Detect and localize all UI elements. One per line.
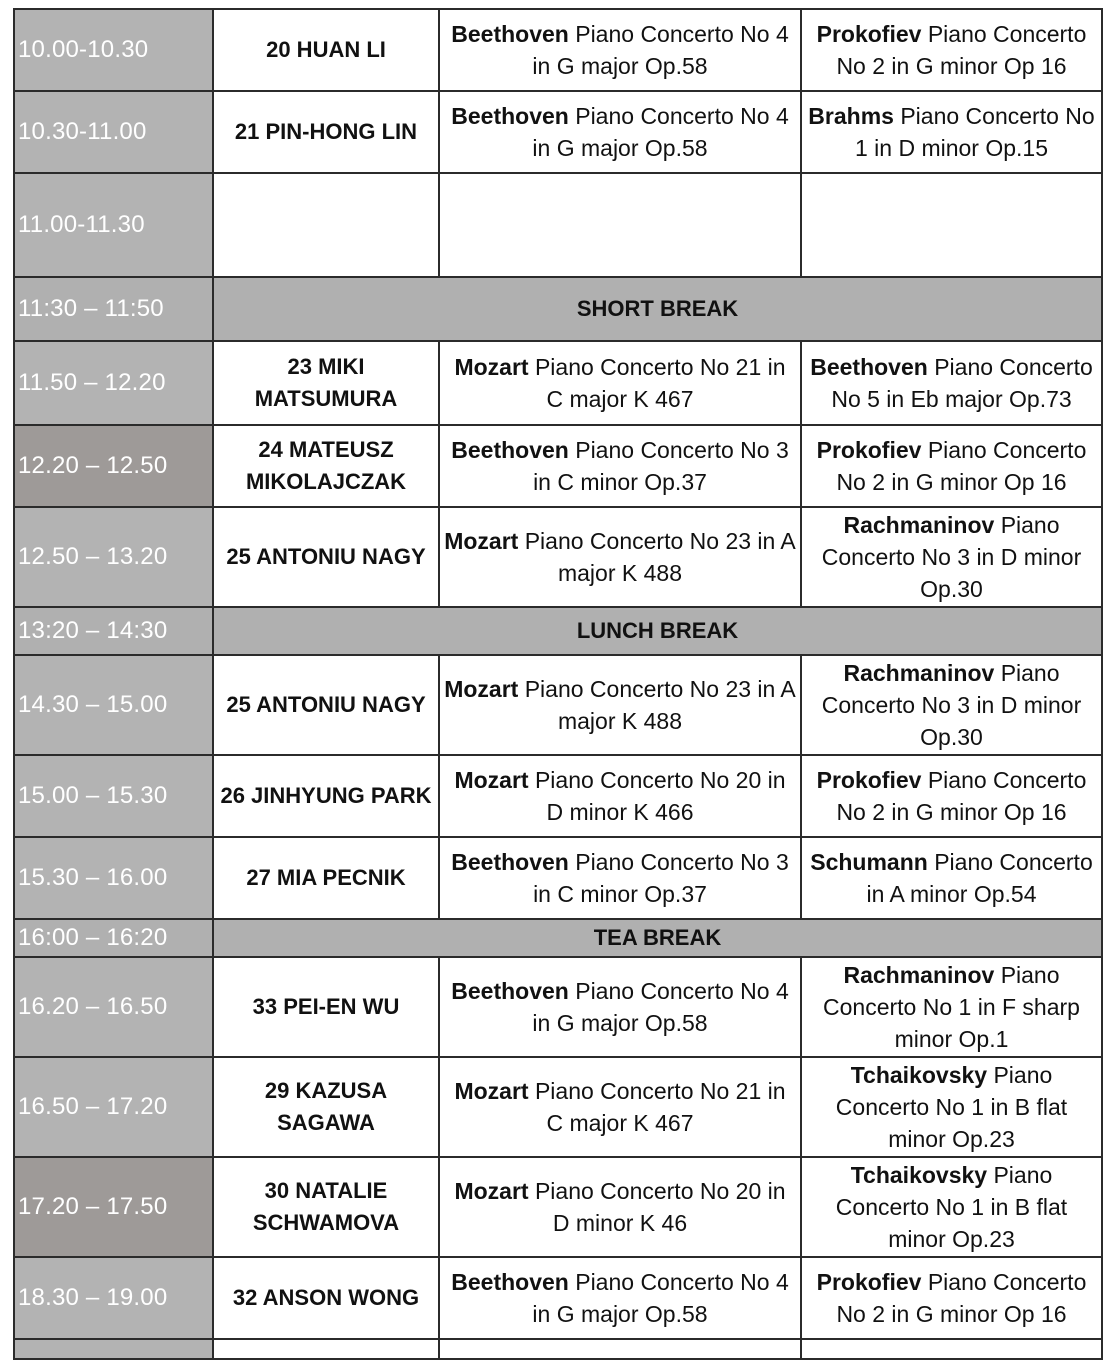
break-row-tea [13, 920, 1103, 958]
composer-name: Prokofiev [816, 1269, 922, 1295]
concerto-1-cell [440, 756, 802, 838]
concerto-1-cell [440, 656, 802, 756]
composer-name: Mozart [454, 767, 529, 793]
composer-name: Mozart [454, 1078, 529, 1104]
work-title: Piano Concerto No 5 in Eb major Op.73 [831, 354, 1093, 412]
schedule-row [13, 8, 1103, 92]
performer-cell: 30 NATALIE SCHWAMOVA [214, 1158, 440, 1258]
performer-cell: 24 MATEUSZ MIKOLAJCZAK [214, 426, 440, 508]
concerto-2-cell [802, 838, 1103, 920]
performer-cell: 26 JINHYUNG PARK [214, 756, 440, 838]
concerto-1-cell [440, 958, 802, 1058]
time-cell: 16.50 – 17.20 [13, 1058, 214, 1158]
schedule-row [13, 342, 1103, 426]
schedule-row [13, 1158, 1103, 1258]
concerto-2-cell [802, 756, 1103, 838]
schedule-row [13, 1058, 1103, 1158]
work-title: Piano Concerto No 23 in A major K 488 [524, 528, 796, 586]
schedule-row [13, 958, 1103, 1058]
composer-name: Mozart [444, 676, 519, 702]
time-cell: 15.00 – 15.30 [13, 756, 214, 838]
break-row-lunch [13, 608, 1103, 656]
concerto-1-cell [440, 1158, 802, 1258]
concerto-2-cell [802, 1158, 1103, 1258]
schedule-table [13, 8, 1103, 1358]
concerto-1-cell [440, 838, 802, 920]
break-time: 11:30 – 11:50 [13, 278, 214, 342]
concerto-2-cell [802, 92, 1103, 174]
concerto-2-cell [802, 508, 1103, 608]
break-time: 13:20 – 14:30 [13, 608, 214, 656]
work-title: Piano Concerto No 2 in G minor Op 16 [836, 437, 1087, 495]
composer-name: Tchaikovsky [850, 1062, 988, 1088]
break-label: TEA BREAK [214, 920, 1103, 958]
work-title: Piano Concerto No 4 in G major Op.58 [532, 103, 789, 161]
concerto-1-cell [440, 1258, 802, 1340]
concerto-2-cell [802, 1058, 1103, 1158]
work-title: Piano Concerto No 4 in G major Op.58 [532, 1269, 789, 1327]
concerto-1-cell [440, 174, 802, 278]
concerto-2-cell [802, 342, 1103, 426]
schedule-row [13, 1258, 1103, 1340]
schedule-row [13, 92, 1103, 174]
work-title: Piano Concerto No 1 in B flat minor Op.23 [835, 1162, 1068, 1252]
composer-name: Rachmaninov [843, 512, 995, 538]
work-title: Piano Concerto No 21 in C major K 467 [534, 1078, 786, 1136]
time-cell: 17.20 – 17.50 [13, 1158, 214, 1258]
work-title: Piano Concerto No 2 in G minor Op 16 [836, 1269, 1087, 1327]
performer-cell: 20 HUAN LI [214, 10, 440, 92]
concerto-2-cell [802, 958, 1103, 1058]
composer-name: Rachmaninov [843, 660, 995, 686]
composer-name: Brahms [808, 103, 894, 129]
performer-cell: 25 ANTONIU NAGY [214, 656, 440, 756]
time-cell: 16.20 – 16.50 [13, 958, 214, 1058]
time-cell: 11.00-11.30 [13, 174, 214, 278]
schedule-row [13, 508, 1103, 608]
concerto-1-cell [440, 342, 802, 426]
composer-name: Beethoven [810, 354, 928, 380]
time-cell: 14.30 – 15.00 [13, 656, 214, 756]
work-title: Piano Concerto No 4 in G major Op.58 [532, 978, 789, 1036]
composer-name: Mozart [454, 1178, 529, 1204]
work-title: Piano Concerto No 3 in C minor Op.37 [533, 437, 789, 495]
performer-cell: 29 KAZUSA SAGAWA [214, 1058, 440, 1158]
work-title: Piano Concerto No 21 in C major K 467 [534, 354, 786, 412]
composer-name: Mozart [454, 354, 529, 380]
break-row-short [13, 278, 1103, 342]
concerto-1-cell [440, 508, 802, 608]
work-title: Piano Concerto No 20 in D minor K 466 [534, 767, 786, 825]
concerto-2-cell [802, 1340, 1103, 1360]
work-title: Piano Concerto No 1 in B flat minor Op.23 [835, 1062, 1068, 1152]
time-cell: 12.50 – 13.20 [13, 508, 214, 608]
work-title: Piano Concerto No 3 in C minor Op.37 [533, 849, 789, 907]
time-cell: 15.30 – 16.00 [13, 838, 214, 920]
work-title: Piano Concerto No 2 in G minor Op 16 [836, 767, 1087, 825]
work-title: Piano Concerto No 4 in G major Op.58 [532, 21, 789, 79]
concerto-1-cell [440, 92, 802, 174]
concerto-2-cell [802, 174, 1103, 278]
concerto-1-cell [440, 426, 802, 508]
composer-name: Beethoven [451, 1269, 569, 1295]
work-title: Piano Concerto in A minor Op.54 [866, 849, 1093, 907]
work-title: Piano Concerto No 1 in D minor Op.15 [854, 103, 1095, 161]
performer-cell [214, 1340, 440, 1360]
composer-name: Beethoven [451, 103, 569, 129]
composer-name: Rachmaninov [843, 962, 995, 988]
concerto-2-cell [802, 1258, 1103, 1340]
composer-name: Prokofiev [816, 767, 922, 793]
break-label: LUNCH BREAK [214, 608, 1103, 656]
composer-name: Prokofiev [816, 21, 922, 47]
concerto-1-cell [440, 10, 802, 92]
performer-cell: 33 PEI-EN WU [214, 958, 440, 1058]
schedule-row [13, 656, 1103, 756]
schedule-row [13, 174, 1103, 278]
concerto-2-cell [802, 426, 1103, 508]
time-cell: 18.30 – 19.00 [13, 1258, 214, 1340]
composer-name: Beethoven [451, 849, 569, 875]
composer-name: Beethoven [451, 978, 569, 1004]
time-cell: 12.20 – 12.50 [13, 426, 214, 508]
work-title: Piano Concerto No 3 in D minor Op.30 [821, 512, 1082, 602]
work-title: Piano Concerto No 20 in D minor K 46 [534, 1178, 786, 1236]
performer-cell: 25 ANTONIU NAGY [214, 508, 440, 608]
composer-name: Schumann [810, 849, 928, 875]
schedule-row [13, 756, 1103, 838]
performer-cell: 32 ANSON WONG [214, 1258, 440, 1340]
composer-name: Tchaikovsky [850, 1162, 988, 1188]
composer-name: Mozart [444, 528, 519, 554]
concerto-1-cell [440, 1340, 802, 1360]
composer-name: Beethoven [451, 21, 569, 47]
time-cell: 11.50 – 12.20 [13, 342, 214, 426]
schedule-row [13, 838, 1103, 920]
break-time: 16:00 – 16:20 [13, 920, 214, 958]
work-title: Piano Concerto No 23 in A major K 488 [524, 676, 796, 734]
composer-name: Beethoven [451, 437, 569, 463]
schedule-row-partial [13, 1340, 1103, 1360]
break-label: SHORT BREAK [214, 278, 1103, 342]
performer-cell: 27 MIA PECNIK [214, 838, 440, 920]
performer-cell [214, 174, 440, 278]
performer-cell: 21 PIN-HONG LIN [214, 92, 440, 174]
work-title: Piano Concerto No 1 in F sharp minor Op.1 [823, 962, 1080, 1052]
composer-name: Prokofiev [816, 437, 922, 463]
performer-cell: 23 MIKI MATSUMURA [214, 342, 440, 426]
schedule-row [13, 426, 1103, 508]
concerto-2-cell [802, 10, 1103, 92]
time-cell [13, 1340, 214, 1360]
concerto-2-cell [802, 656, 1103, 756]
time-cell: 10.30-11.00 [13, 92, 214, 174]
time-cell: 10.00-10.30 [13, 10, 214, 92]
concerto-1-cell [440, 1058, 802, 1158]
work-title: Piano Concerto No 2 in G minor Op 16 [836, 21, 1087, 79]
work-title: Piano Concerto No 3 in D minor Op.30 [821, 660, 1082, 750]
